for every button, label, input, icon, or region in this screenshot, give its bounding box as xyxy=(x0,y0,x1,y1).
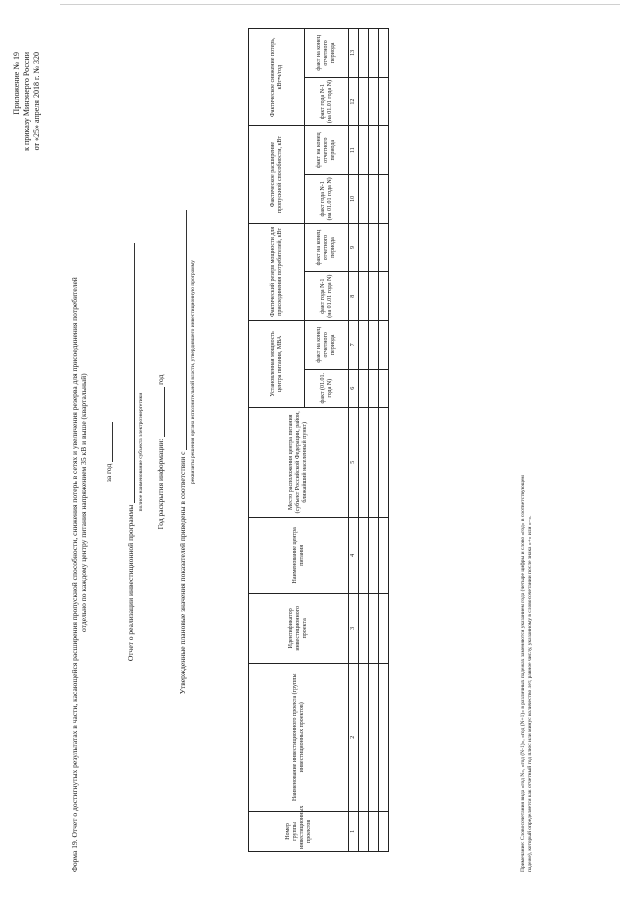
cell xyxy=(379,29,389,78)
footnote-line-1: Примечание: Словосочетания вида «год N», «год (N-1)», «год (N+1)» в различных падежах заменяются указанием года (четыре цифры и слово «год» в соответствующем xyxy=(520,475,526,872)
sub-loss-end: факт на конец отчетного периода xyxy=(305,29,349,78)
cell xyxy=(369,369,379,407)
cell xyxy=(379,223,389,272)
report-period: за год xyxy=(104,12,113,892)
cell xyxy=(359,272,369,321)
appendix-block xyxy=(12,52,42,151)
cell xyxy=(379,517,389,593)
cell xyxy=(369,517,379,593)
cell xyxy=(359,175,369,224)
col-num: 13 xyxy=(349,29,359,78)
approved-label: Утвержденные плановые значения показателей приведены в соответствии с xyxy=(178,451,187,695)
report-line xyxy=(126,12,135,892)
appendix-order: к приказу Минэнерго России xyxy=(22,52,31,151)
col-project-id: Идентификатор инвестиционного проекта xyxy=(249,593,349,663)
sub-installed-start: факт (01.01. года N) xyxy=(305,369,349,407)
cell xyxy=(379,175,389,224)
disclosure-line xyxy=(156,12,165,892)
table-row xyxy=(369,29,379,852)
cell xyxy=(379,321,389,370)
column-number-row xyxy=(349,29,359,852)
period-blank xyxy=(104,422,113,462)
cell xyxy=(379,77,389,126)
appendix-number: Приложение № 19 xyxy=(12,52,21,115)
col-num: 11 xyxy=(349,126,359,175)
cell xyxy=(359,77,369,126)
approved-caption: реквизиты решения органа исполнительной власти, утвердившего инвестиционную программу xyxy=(190,260,196,484)
cell xyxy=(359,369,369,407)
cell xyxy=(379,407,389,517)
sub-reserve-end: факт на конец отчетного периода xyxy=(305,223,349,272)
disclosure-label: Год раскрытия информации: xyxy=(156,438,165,530)
form-title xyxy=(70,152,88,872)
cell xyxy=(359,223,369,272)
form-subtitle: отдельно по каждому центру питания напряжением 35 кВ и выше (квартальный) xyxy=(79,373,88,632)
cell xyxy=(369,321,379,370)
footnote xyxy=(520,112,534,872)
report-label: Отчет о реализации инвестиционной программы xyxy=(126,504,135,662)
entity-caption: полное наименование субъекта электроэнергетики xyxy=(138,392,144,512)
col-power-reserve: Фактический резерв мощности для присоединения потребителей, кВт xyxy=(249,223,305,320)
form-title-text: Форма 19. Отчет о достигнутых результатах в части, касающейся расширения пропускной способности, снижения потерь в сетях и увеличения резерва для присоединения потребителей xyxy=(70,277,79,872)
header-row xyxy=(249,29,305,852)
table-row xyxy=(379,29,389,852)
rotated-form-page xyxy=(0,12,600,892)
sub-expansion-start: факт года N-1 (на 01.01 года N) xyxy=(305,175,349,224)
col-num: 8 xyxy=(349,272,359,321)
disclosure-suffix: год xyxy=(156,374,165,385)
col-num: 7 xyxy=(349,321,359,370)
sub-expansion-end: факт на конец отчетного периода xyxy=(305,126,349,175)
col-num: 9 xyxy=(349,223,359,272)
disclosure-blank xyxy=(156,387,165,437)
col-num: 4 xyxy=(349,517,359,593)
cell xyxy=(359,321,369,370)
col-num: 3 xyxy=(349,593,359,663)
report-table xyxy=(248,28,389,852)
cell xyxy=(379,272,389,321)
cell xyxy=(369,407,379,517)
cell xyxy=(359,29,369,78)
col-num: 6 xyxy=(349,369,359,407)
approved-blank xyxy=(178,210,187,450)
col-center-location: Место расположения центра питания (субъект Российской Федерации, район, ближайший населенный пункт) xyxy=(249,407,349,517)
col-project-name: Наименование инвестиционного проекта (группы инвестиционных проектов) xyxy=(249,663,349,811)
cell xyxy=(369,223,379,272)
cell xyxy=(359,517,369,593)
cell xyxy=(379,663,389,811)
col-num: 1 xyxy=(349,811,359,851)
cell xyxy=(369,593,379,663)
scan-edge-line xyxy=(60,4,620,5)
cell xyxy=(379,126,389,175)
cell xyxy=(379,369,389,407)
cell xyxy=(369,29,379,78)
cell xyxy=(359,593,369,663)
col-num: 12 xyxy=(349,77,359,126)
sub-reserve-start: факт года N-1 (на 01.01 года N) xyxy=(305,272,349,321)
cell xyxy=(379,811,389,851)
cell xyxy=(369,175,379,224)
cell xyxy=(369,126,379,175)
cell xyxy=(369,272,379,321)
appendix-date: от «25» апреля 2018 г. № 320 xyxy=(32,52,41,151)
col-group-number: Номер группы инвестиционных проектов xyxy=(249,811,349,851)
cell xyxy=(359,811,369,851)
approved-line xyxy=(178,12,187,892)
sub-loss-start: факт года N-1 (на 01.01 года N) xyxy=(305,77,349,126)
col-num: 10 xyxy=(349,175,359,224)
sub-installed-end: факт на конец отчетного периода xyxy=(305,321,349,370)
cell xyxy=(369,811,379,851)
col-capacity-expansion: Фактическое расширение пропускной способности, кВт xyxy=(249,126,305,223)
cell xyxy=(359,407,369,517)
footnote-line-2: падеже), который определяется как отчетный год плюс или минус количество лет, равное числу, указанному в словосочетании после знака «+» или «–». xyxy=(527,515,533,872)
col-loss-reduction: Фактическое снижение потерь, кВт•ч/год xyxy=(249,29,305,126)
cell xyxy=(359,663,369,811)
col-num: 2 xyxy=(349,663,359,811)
cell xyxy=(359,126,369,175)
cell xyxy=(369,663,379,811)
table-row xyxy=(359,29,369,852)
col-installed-power: Установленная мощность центра питания, МВА xyxy=(249,321,305,408)
col-center-name: Наименование центра питания xyxy=(249,517,349,593)
col-num: 5 xyxy=(349,407,359,517)
cell xyxy=(379,593,389,663)
entity-blank xyxy=(126,243,135,503)
cell xyxy=(369,77,379,126)
